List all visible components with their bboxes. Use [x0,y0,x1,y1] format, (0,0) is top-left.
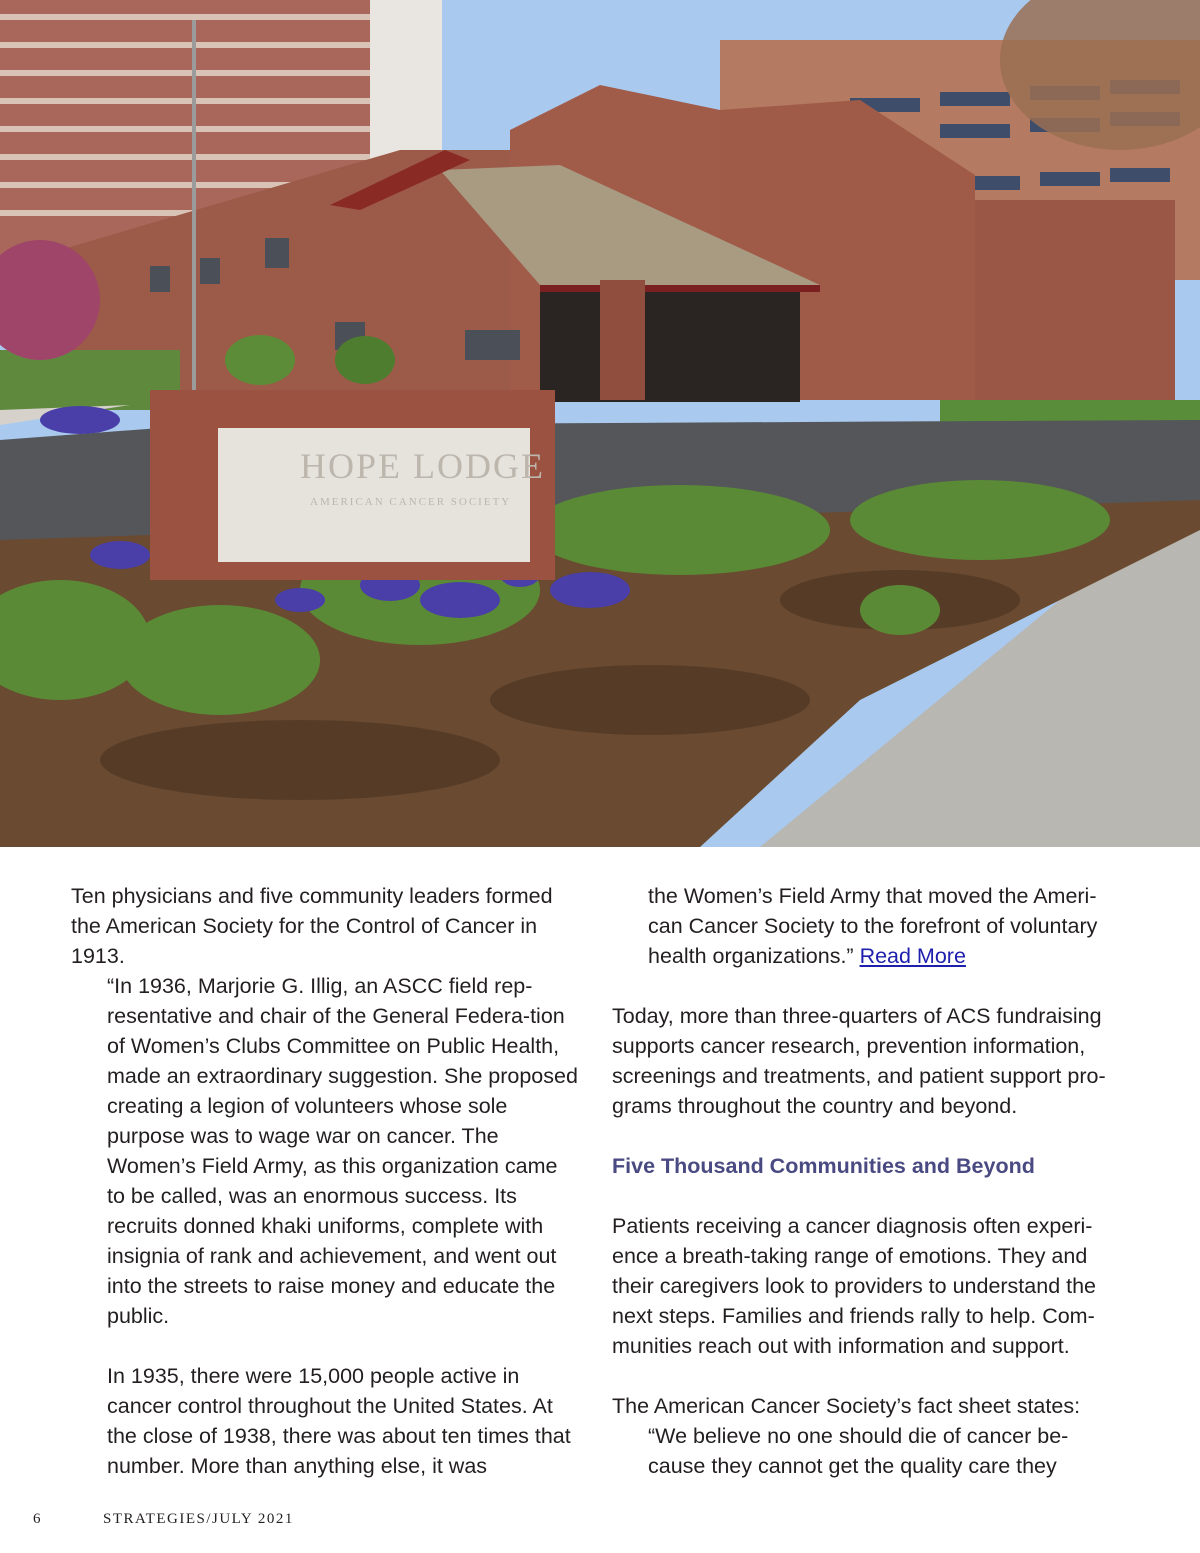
section-heading: Five Thousand Communities and Beyond [612,1154,1035,1178]
quote-continuation-text: the Women’s Field Army that moved the Ameri-can Cancer Society to the forefront of voluntary health organizations.” [648,884,1098,968]
left-column [71,881,581,1481]
page-footer [33,1511,294,1528]
quote-continuation [612,881,1124,971]
quote-paragraph-1: “In 1936, Marjorie G. Illig, an ASCC field rep-resentative and chair of the General Federa-tion of Women’s Clubs Committee on Public Health, made an extraordinary suggestion. She proposed creating a legion of volunteers whose sole purpose was to wage war on cancer. The Women’s Field Army, as this organization came to be called, was an enormous success. Its recruits donned khaki uniforms, complete with insignia of rank and achievement, and went out into the streets to raise money and educate the public. [107,974,578,1328]
right-column [612,881,1124,1481]
intro-paragraph: Ten physicians and five community leaders formed the American Society for the Control of Cancer in 1913. [71,884,553,968]
patients-paragraph: Patients receiving a cancer diagnosis often experi-ence a breath-taking range of emotions. They and their caregivers look to providers to understand the next steps. Families and friends rally to help. Com-munities reach out with information and support. [612,1214,1097,1358]
read-more-link[interactable]: Read More [859,944,966,968]
today-paragraph: Today, more than three-quarters of ACS fundraising supports cancer research, prevention information, screenings and treatments, and patient support pro-grams throughout the country and beyond. [612,1004,1106,1118]
page-number: 6 [33,1511,42,1527]
factsheet-quote: “We believe no one should die of cancer be-cause they cannot get the quality care they [648,1424,1069,1478]
sign-title: HOPE LODGE [300,446,545,486]
factsheet-paragraph: The American Cancer Society’s fact sheet states: [612,1394,1081,1418]
quote-paragraph-2: In 1935, there were 15,000 people active in cancer control throughout the United States. At the close of 1938, there was about ten times that number. More than anything else, it was [107,1364,571,1478]
publication-name: STRATEGIES/JULY 2021 [103,1511,294,1527]
sign-subtitle: AMERICAN CANCER SOCIETY [310,496,512,508]
